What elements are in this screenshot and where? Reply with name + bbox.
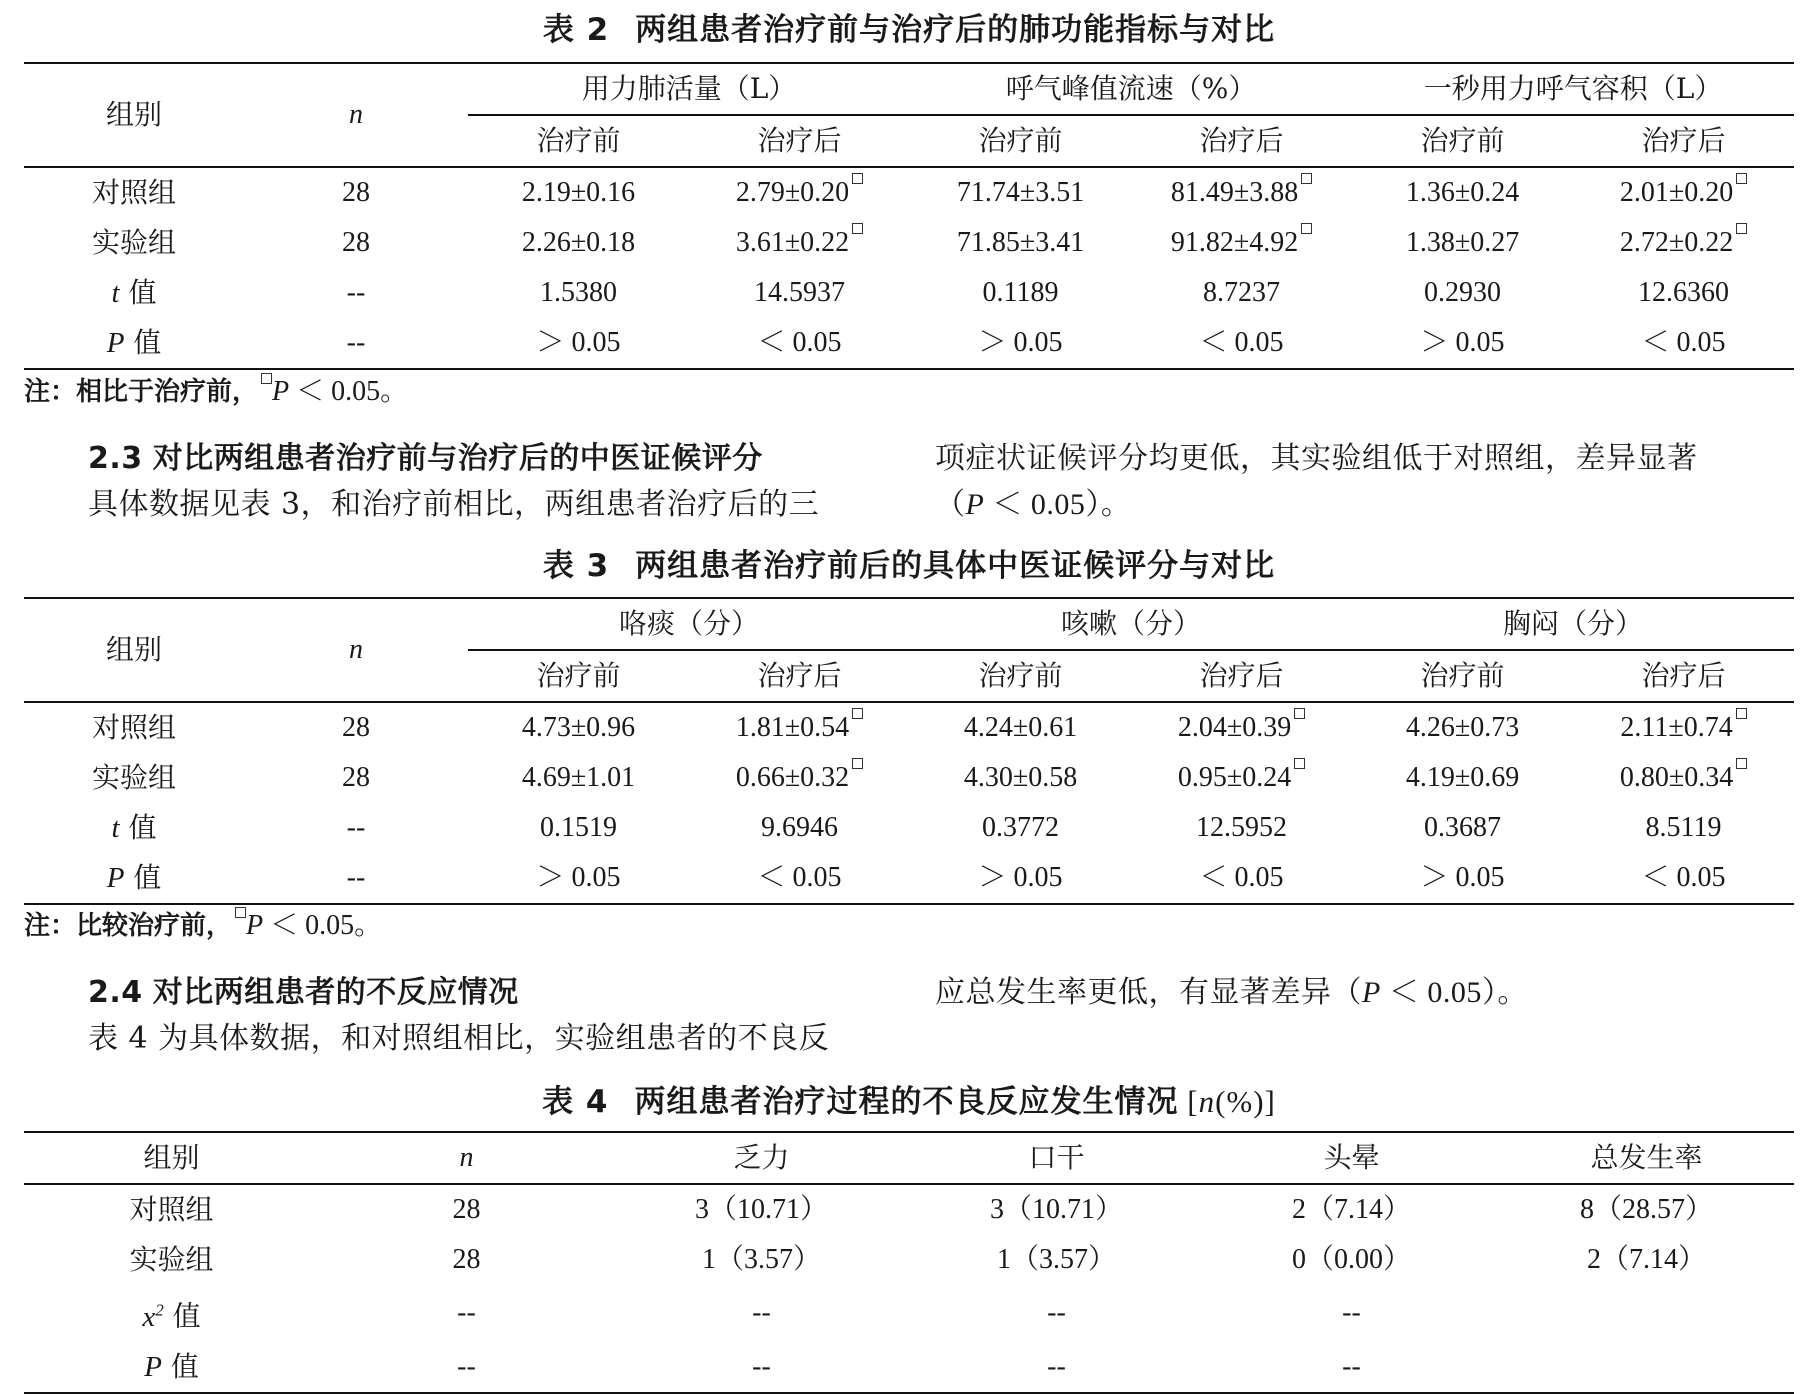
table2-head-n: n [244, 63, 468, 167]
cell-value: 1.36±0.24 [1405, 177, 1520, 208]
cell-value: ＞ 0.05 [536, 327, 621, 358]
table-row [24, 803, 1794, 853]
table2-group-head: 一秒用力呼气容积（L） [1352, 63, 1794, 115]
cell-value: ＜ 0.05 [757, 327, 842, 358]
table-row [24, 702, 1794, 753]
table3-head-n: n [244, 598, 468, 702]
table-row [24, 268, 1794, 318]
table4-head: 口干 [909, 1132, 1204, 1184]
cell-value: 8.7237 [1203, 277, 1281, 308]
table4-caption-number: 表 4 [542, 1084, 609, 1120]
cell-value: 2.11±0.74 [1620, 712, 1733, 743]
cell-value: 8.5119 [1645, 812, 1722, 843]
data-cell [1352, 318, 1573, 369]
table3-caption-number: 表 3 [542, 548, 610, 584]
table3-note [24, 906, 382, 946]
table2-sub-head: 治疗前 [910, 115, 1131, 167]
data-cell [1352, 803, 1573, 853]
cell-value: 0.95±0.24 [1177, 762, 1292, 793]
data-cell [1352, 218, 1573, 268]
table3-sub-head: 治疗前 [1352, 650, 1573, 702]
section23-right-line-1: 项症状证候评分均更低，其实验组低于对照组，差异显著 [935, 441, 1698, 476]
cell-value: 9.6946 [761, 812, 838, 843]
data-cell [1573, 803, 1794, 853]
cell-value: 91.82±4.92 [1170, 227, 1299, 258]
data-cell [910, 167, 1131, 218]
table2-sub-head: 治疗前 [1352, 115, 1573, 167]
data-cell [910, 318, 1131, 369]
data-cell [1352, 268, 1573, 318]
table3-group-head: 胸闷（分） [1352, 598, 1794, 650]
table4-head: 组别 [24, 1132, 319, 1184]
cell-value: 2.26±0.18 [521, 227, 636, 258]
cell-value: 1.38±0.27 [1405, 227, 1520, 258]
data-cell [689, 268, 910, 318]
data-cell [1352, 702, 1573, 753]
row-n: 28 [342, 712, 370, 743]
cell-value: ＞ 0.05 [1420, 862, 1505, 893]
table-row [24, 1184, 1794, 1235]
table3-body [24, 702, 1794, 904]
table-row [24, 167, 1794, 218]
section24-heading [88, 970, 519, 1016]
row-label-text: 值 [124, 326, 162, 359]
cell-value: 2.19±0.16 [521, 177, 636, 208]
cell-value: 0.80±0.34 [1619, 762, 1734, 793]
square-mark-icon [1736, 758, 1747, 769]
cell-value: 81.49±3.88 [1170, 177, 1299, 208]
table3-note-p: P [246, 910, 264, 941]
square-mark-icon [852, 223, 863, 234]
table2-sub-head: 治疗后 [689, 115, 910, 167]
row-label [24, 1285, 319, 1342]
data-cell: 2（7.14） [1291, 1194, 1411, 1225]
cell-value: 2.79±0.20 [735, 177, 850, 208]
data-cell: 1（3.57） [996, 1244, 1116, 1275]
table4-caption-tail-n: n [1198, 1084, 1216, 1119]
data-cell [910, 853, 1131, 904]
table-row [24, 853, 1794, 904]
cell-value: 3.61±0.22 [735, 227, 850, 258]
table-row [24, 1342, 1794, 1393]
row-n: 28 [342, 177, 370, 208]
row-n: -- [346, 277, 366, 308]
data-cell: -- [457, 1297, 476, 1329]
row-label-symbol: P [144, 1350, 162, 1383]
square-mark-icon [261, 373, 272, 384]
table3-sub-head: 治疗后 [1573, 650, 1794, 702]
data-cell [468, 268, 689, 318]
row-label-text: 值 [163, 1299, 201, 1333]
cell-value: 1.5380 [540, 277, 617, 308]
data-cell [910, 702, 1131, 753]
cell-value: ＞ 0.05 [536, 862, 621, 893]
table-row [24, 318, 1794, 369]
cell-value: ＜ 0.05 [1641, 862, 1726, 893]
square-mark-icon [1736, 223, 1747, 234]
row-label [24, 318, 244, 369]
table2-note [24, 372, 408, 412]
section24-number: 2.4 [88, 975, 143, 1010]
data-cell [1352, 753, 1573, 803]
table4-caption [0, 1082, 1818, 1122]
table2-header-row-1 [24, 63, 1794, 115]
data-cell: 1（3.57） [701, 1244, 821, 1275]
table2-note-tail: ＜ 0.05。 [289, 376, 409, 407]
row-label-symbol: P [106, 862, 125, 894]
data-cell [468, 218, 689, 268]
data-cell: 3（10.71） [989, 1194, 1123, 1225]
table2-caption-text: 两组患者治疗前与治疗后的肺功能指标与对比 [635, 12, 1276, 48]
row-label: 实验组 [91, 226, 176, 259]
row-label-symbol: $x^2$ [142, 1300, 164, 1333]
cell-value: 0.66±0.32 [735, 762, 850, 793]
table4-head: 头晕 [1204, 1132, 1499, 1184]
data-cell [689, 167, 910, 218]
cell-value: 12.5952 [1196, 812, 1288, 843]
row-label-superscript: 2 [155, 1300, 164, 1319]
cell-value: 4.73±0.96 [521, 712, 636, 743]
p-symbol: P [965, 488, 985, 521]
cell-value: 4.24±0.61 [963, 712, 1078, 743]
data-cell: -- [752, 1297, 771, 1329]
table4-head: 乏力 [614, 1132, 909, 1184]
cell-value: 14.5937 [754, 277, 845, 308]
cell-value: 4.69±1.01 [521, 762, 636, 793]
square-mark-icon [1294, 758, 1305, 769]
data-cell [1352, 167, 1573, 218]
table3-caption [0, 546, 1818, 586]
data-cell [1573, 218, 1794, 268]
square-mark-icon [852, 758, 863, 769]
table4 [24, 1131, 1794, 1394]
data-cell [1573, 318, 1794, 369]
table4-header-row [24, 1132, 1794, 1184]
data-cell [1131, 268, 1352, 318]
data-cell [1131, 318, 1352, 369]
table2-caption [0, 10, 1818, 50]
table4-body [24, 1184, 1794, 1393]
cell-value: 0.3687 [1424, 812, 1502, 843]
table3-group-head: 咳嗽（分） [910, 598, 1352, 650]
data-cell: 28 [452, 1244, 481, 1275]
table-row [24, 218, 1794, 268]
section23-heading [88, 436, 763, 482]
table4-caption-tail-open: [ [1178, 1084, 1199, 1119]
data-cell [1131, 218, 1352, 268]
table3-note-tail: ＜ 0.05。 [263, 910, 383, 941]
data-cell: -- [1047, 1350, 1066, 1382]
section24-right-line-1 [935, 970, 1528, 1016]
data-cell [1573, 853, 1794, 904]
row-n: -- [346, 812, 366, 843]
row-label-symbol: P [106, 327, 125, 359]
row-label: 实验组 [129, 1243, 214, 1276]
data-cell: -- [457, 1350, 476, 1382]
p-value-text: ＜ 0.05）。 [1380, 976, 1528, 1009]
row-label: 对照组 [91, 711, 176, 744]
data-cell [910, 803, 1131, 853]
data-cell: -- [752, 1350, 771, 1382]
data-cell [910, 753, 1131, 803]
data-cell [1131, 853, 1352, 904]
data-cell [689, 318, 910, 369]
data-cell: -- [1047, 1297, 1066, 1329]
square-mark-icon [1736, 173, 1747, 184]
table2-sub-head: 治疗前 [468, 115, 689, 167]
data-cell: 0（0.00） [1291, 1244, 1411, 1275]
row-label [24, 803, 244, 853]
p-symbol: P [1362, 976, 1381, 1009]
data-cell [1131, 702, 1352, 753]
data-cell: -- [1342, 1350, 1361, 1382]
data-cell [1131, 167, 1352, 218]
row-label-symbol: t [111, 812, 120, 844]
data-cell [1499, 1342, 1794, 1393]
row-label-text: 值 [119, 276, 157, 309]
data-cell [689, 218, 910, 268]
table-row [24, 753, 1794, 803]
data-cell [1131, 753, 1352, 803]
cell-value: ＜ 0.05 [1199, 327, 1284, 358]
table-row [24, 1235, 1794, 1285]
row-label-text: 值 [161, 1349, 199, 1383]
table2-sub-head: 治疗后 [1131, 115, 1352, 167]
cell-value: 4.30±0.58 [963, 762, 1078, 793]
table2-caption-number: 表 2 [542, 12, 610, 48]
table4-caption-tail-close: (%)] [1215, 1084, 1276, 1119]
paren-open: （ [935, 487, 966, 522]
square-mark-icon [852, 173, 863, 184]
cell-value: 4.19±0.69 [1405, 762, 1520, 793]
square-mark-icon [852, 708, 863, 719]
data-cell [468, 753, 689, 803]
data-cell [468, 167, 689, 218]
cell-value: ＜ 0.05 [757, 862, 842, 893]
square-mark-icon [1294, 708, 1305, 719]
cell-value: 12.6360 [1638, 277, 1730, 308]
table2-sub-head: 治疗后 [1573, 115, 1794, 167]
data-cell [689, 702, 910, 753]
cell-value: ＞ 0.05 [978, 862, 1063, 893]
data-cell: 3（10.71） [694, 1194, 828, 1225]
square-mark-icon [235, 907, 246, 918]
table3-sub-head: 治疗后 [1131, 650, 1352, 702]
data-cell: 8（28.57） [1579, 1194, 1713, 1225]
data-cell [468, 318, 689, 369]
table4-caption-text: 两组患者治疗过程的不良反应发生情况 [634, 1084, 1179, 1120]
section24-text: 应总发生率更低，有显著差异（ [935, 975, 1362, 1010]
cell-value: ＞ 0.05 [978, 327, 1063, 358]
section23-title: 对比两组患者治疗前与治疗后的中医证候评分 [152, 441, 763, 476]
data-cell [1573, 268, 1794, 318]
table4-head: 总发生率 [1499, 1132, 1794, 1184]
data-cell [468, 702, 689, 753]
table3-sub-head: 治疗前 [468, 650, 689, 702]
table2-note-prefix: 注：相比于治疗前， [24, 377, 259, 407]
row-label [24, 853, 244, 904]
cell-value: 0.2930 [1424, 277, 1502, 308]
cell-value: ＜ 0.05 [1641, 327, 1726, 358]
square-mark-icon [1301, 223, 1312, 234]
cell-value: 1.81±0.54 [735, 712, 850, 743]
table2-note-p: P [272, 376, 290, 407]
table3-caption-text: 两组患者治疗前后的具体中医证候评分与对比 [635, 548, 1276, 584]
row-label [24, 268, 244, 318]
table2-body [24, 167, 1794, 369]
cell-value: 2.72±0.22 [1619, 227, 1734, 258]
cell-value: 0.1519 [540, 812, 617, 843]
data-cell: 28 [452, 1194, 481, 1225]
row-n: -- [346, 327, 366, 358]
cell-value: 4.26±0.73 [1405, 712, 1520, 743]
row-label: 对照组 [129, 1193, 214, 1226]
cell-value: 2.04±0.39 [1177, 712, 1292, 743]
data-cell [910, 218, 1131, 268]
data-cell [1573, 702, 1794, 753]
cell-value: ＜ 0.05 [1199, 862, 1284, 893]
row-label [24, 1342, 319, 1393]
table3-group-head: 咯痰（分） [468, 598, 910, 650]
table3 [24, 597, 1794, 905]
data-cell [689, 853, 910, 904]
table2-head-group: 组别 [24, 63, 244, 167]
table2 [24, 62, 1794, 370]
data-cell [910, 268, 1131, 318]
table3-note-prefix: 注：比较治疗前， [24, 911, 233, 941]
data-cell: 2（7.14） [1586, 1244, 1706, 1275]
cell-value: 2.01±0.20 [1619, 177, 1734, 208]
data-cell [1499, 1285, 1794, 1342]
data-cell [1352, 853, 1573, 904]
section24-title: 对比两组患者的不反应情况 [152, 975, 519, 1010]
row-n: 28 [342, 762, 370, 793]
data-cell [468, 803, 689, 853]
table3-sub-head: 治疗前 [910, 650, 1131, 702]
row-label: 对照组 [91, 176, 176, 209]
section23-right-line-2 [935, 482, 1131, 528]
table3-sub-head: 治疗后 [689, 650, 910, 702]
table3-head-group: 组别 [24, 598, 244, 702]
table2-group-head: 用力肺活量（L） [468, 63, 910, 115]
data-cell [1131, 803, 1352, 853]
data-cell [468, 853, 689, 904]
data-cell [1573, 167, 1794, 218]
row-label-text: 值 [124, 861, 162, 894]
row-label-text: 值 [119, 811, 157, 844]
table-row [24, 1285, 1794, 1342]
row-label-symbol: t [111, 277, 120, 309]
row-n: 28 [342, 227, 370, 258]
cell-value: 71.85±3.41 [956, 227, 1085, 258]
table2-group-head: 呼气峰值流速（%） [910, 63, 1352, 115]
cell-value: 71.74±3.51 [956, 177, 1085, 208]
section23-number: 2.3 [88, 441, 143, 476]
square-mark-icon [1736, 708, 1747, 719]
table4-head: n [319, 1132, 614, 1184]
cell-value: 0.1189 [982, 277, 1059, 308]
data-cell [689, 753, 910, 803]
p-value-text: ＜ 0.05）。 [984, 488, 1132, 521]
cell-value: ＞ 0.05 [1420, 327, 1505, 358]
table3-header-row-1 [24, 598, 1794, 650]
square-mark-icon [1301, 173, 1312, 184]
cell-value: 0.3772 [982, 812, 1060, 843]
data-cell [689, 803, 910, 853]
row-n: -- [346, 862, 366, 893]
data-cell [1573, 753, 1794, 803]
section24-left-line-2: 表 4 为具体数据，和对照组相比，实验组患者的不良反 [88, 1021, 830, 1056]
row-label: 实验组 [91, 761, 176, 794]
data-cell: -- [1342, 1297, 1361, 1329]
section23-left-line-2: 具体数据见表 3，和治疗前相比，两组患者治疗后的三 [88, 487, 820, 522]
